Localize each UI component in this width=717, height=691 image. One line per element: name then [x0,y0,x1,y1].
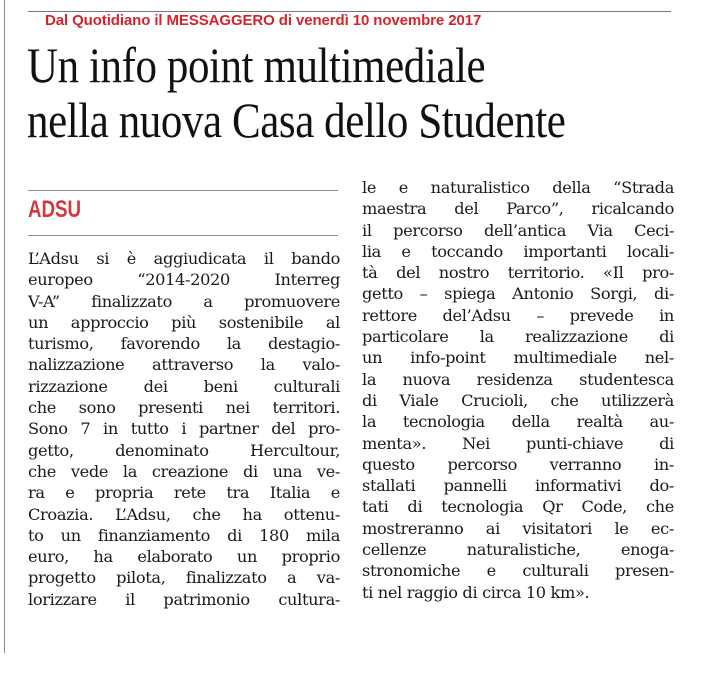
headline-line-1: Un info point multimediale [27,37,486,93]
body-line: tà del nostro territorio. «Il pro- [362,263,674,283]
body-line: V-A” finalizzato a promuovere [28,291,340,311]
body-line: stronomiche e culturali presen- [362,561,674,581]
body-line: L’Adsu si è aggiudicata il bando [28,249,340,268]
body-line: menta». Nei punti-chiave di [362,433,674,453]
body-line: lorizzare il patrimonio cultura- [28,589,340,609]
body-line: rizzazione dei beni culturali [28,376,340,396]
body-line: rettore del’Adsu – prevede in [362,305,674,325]
body-column-left [28,248,340,610]
body-line: tati di tecnologia Qr Code, che [362,497,674,517]
body-line: di Viale Crucioli, che utilizzerà [362,390,674,410]
body-line: mostreranno ai visitatori le ec- [362,518,674,538]
body-line: maestra del Parco”, ricalcando [362,199,674,219]
body-line: nalizzazione attraverso la valo- [28,355,340,375]
body-line: europeo “2014-2020 Interreg [28,270,340,290]
kicker-rule-top [28,190,338,191]
body-line: la tecnologia della realtà au- [362,412,674,432]
body-line: cellenze naturalistiche, enoga- [362,540,674,560]
body-line: euro, ha elaborato un proprio [28,547,340,567]
body-line: ti nel raggio di circa 10 km». [362,582,590,602]
body-line: turismo, favorendo la destagio- [28,334,340,354]
body-line: getto – spiega Antonio Sorgi, di- [362,284,674,304]
kicker-label: ADSU [28,196,82,223]
body-line: ra e propria rete tra Italia e [28,483,340,503]
body-line: lia e toccando importanti locali- [362,241,674,261]
body-line: che sono presenti nei territori. [28,398,340,418]
body-column-right [362,177,674,603]
body-line: to un finanziamento di 180 mila [28,525,340,545]
body-line: progetto pilota, finalizzato a va- [28,568,340,588]
body-line: getto, denominato Hercultour, [28,440,340,460]
body-line: le e naturalistico della “Strada [362,178,674,197]
body-line: Sono 7 in tutto i partner del pro- [28,419,340,439]
body-line: il percorso dell’antica Via Ceci- [362,220,674,240]
body-line: stallati pannelli informativi do- [362,476,674,496]
headline [27,38,620,148]
source-caption: Dal Quotidiano il MESSAGGERO di venerdì 10 novembre 2017 [45,12,482,29]
headline-line-2: nella nuova Casa dello Studente [27,92,566,148]
body-line: che vede la creazione di una ve- [28,461,340,481]
left-border-rule [4,0,5,653]
kicker-rule-bottom [28,235,338,236]
body-line: questo percorso verranno in- [362,454,674,474]
body-line: un approccio più sostenibile al [28,312,340,332]
body-line: un info-point multimediale nel- [362,348,674,368]
body-line: la nuova residenza studentesca [362,369,674,389]
body-line: Croazia. L’Adsu, che ha ottenu- [28,504,340,524]
body-line: particolare la realizzazione di [362,327,674,347]
